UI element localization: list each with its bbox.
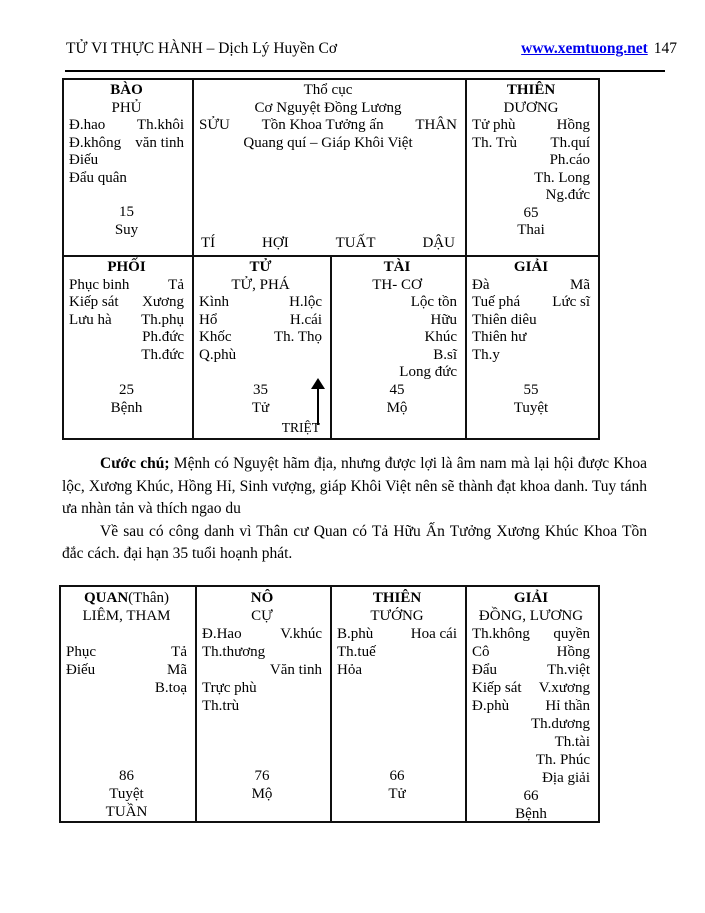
star-row bbox=[472, 117, 590, 135]
star-left: Kình bbox=[199, 294, 229, 310]
star-left: Th.tuế bbox=[337, 644, 376, 660]
page-title: TỬ VI THỰC HÀNH – Dịch Lý Huyền Cơ bbox=[66, 40, 338, 57]
center-line-3 bbox=[199, 117, 457, 135]
star-left: Phục bbox=[66, 644, 96, 660]
star-row bbox=[472, 312, 590, 330]
period-block bbox=[69, 204, 184, 239]
star-right: Khúc bbox=[424, 329, 457, 345]
page-number: 147 bbox=[653, 40, 677, 57]
life-stage-label: Suy bbox=[114, 221, 139, 238]
branch-label-suu: SỬU bbox=[199, 117, 230, 133]
life-stage-label: Thai bbox=[517, 222, 545, 238]
star-right: Lức sĩ bbox=[552, 294, 590, 310]
star-row bbox=[472, 152, 590, 170]
center-line-2: Cơ Nguyệt Đồng Lương bbox=[254, 99, 402, 116]
star-right: Th.tài bbox=[554, 734, 590, 750]
palace-title bbox=[66, 589, 187, 607]
star-row bbox=[337, 312, 457, 330]
star-left: Kiếp sát bbox=[69, 294, 119, 310]
star-right: Hồng bbox=[556, 117, 590, 133]
palace-title: NÔ bbox=[250, 590, 274, 606]
star-left: Đẩu bbox=[472, 662, 497, 678]
star-left: Đẩu quân bbox=[69, 169, 127, 186]
star-right: Th. Thọ bbox=[273, 329, 322, 345]
period-block bbox=[337, 382, 457, 417]
star-right: Th.việt bbox=[547, 662, 590, 678]
palace-cell-bao bbox=[64, 80, 192, 257]
life-stage-label: Tử bbox=[388, 786, 406, 802]
star-rows bbox=[199, 294, 322, 364]
star-left: Thiên diêu bbox=[472, 311, 537, 328]
palace-title: THIÊN bbox=[372, 590, 422, 606]
star-row bbox=[337, 294, 457, 312]
star-right: Xương bbox=[142, 294, 184, 310]
star-row bbox=[202, 661, 322, 679]
star-row bbox=[472, 277, 590, 295]
star-right: Ph.cáo bbox=[549, 152, 590, 168]
palace-cell-tai bbox=[330, 257, 465, 438]
star-row bbox=[69, 135, 184, 153]
period-block bbox=[472, 205, 590, 240]
life-stage-label: Mộ bbox=[386, 399, 408, 416]
star-left: Kiếp sát bbox=[472, 680, 522, 696]
star-row bbox=[66, 679, 187, 697]
star-row bbox=[199, 329, 322, 347]
major-period-number: 66 bbox=[389, 768, 405, 784]
star-row bbox=[337, 364, 457, 382]
palace-cell-quan bbox=[61, 587, 195, 821]
footnote-paragraph-1 bbox=[62, 453, 647, 521]
star-row bbox=[66, 661, 187, 679]
star-right: Hữu bbox=[430, 311, 457, 328]
branch-label-than: THÂN bbox=[415, 117, 457, 133]
palace-cell-tu bbox=[192, 257, 330, 438]
star-right: Địa giải bbox=[542, 770, 590, 786]
star-row bbox=[472, 715, 590, 733]
star-row bbox=[337, 625, 457, 643]
star-row bbox=[337, 661, 457, 679]
star-rows bbox=[337, 625, 457, 679]
footnote-label: Cước chú; bbox=[100, 455, 170, 472]
period-block bbox=[69, 382, 184, 417]
star-row bbox=[472, 751, 590, 769]
star-row bbox=[472, 294, 590, 312]
palace-cell-giai-lower bbox=[465, 587, 598, 821]
star-right: B.toạ bbox=[154, 680, 187, 696]
star-right: H.cái bbox=[289, 311, 322, 328]
star-row bbox=[472, 733, 590, 751]
palace-subtitle: PHỦ bbox=[111, 99, 142, 116]
palace-title-main: QUAN bbox=[84, 590, 129, 606]
star-right: Mã bbox=[167, 662, 187, 678]
star-row bbox=[202, 643, 322, 661]
star-left: Lưu hà bbox=[69, 311, 112, 328]
life-stage-label: Bệnh bbox=[110, 399, 143, 416]
palace-title: GIẢI bbox=[513, 259, 549, 275]
triet-marker-label: TRIỆT bbox=[281, 420, 320, 435]
star-right: Th.phụ bbox=[141, 311, 184, 328]
star-left: Q.phù bbox=[199, 346, 237, 363]
star-right: quyền bbox=[553, 626, 590, 642]
star-row bbox=[69, 347, 184, 365]
palace-subtitle: TH- CƠ bbox=[372, 276, 422, 293]
life-stage-label: Tuyệt bbox=[109, 786, 144, 802]
star-right: Th. Phúc bbox=[535, 752, 590, 768]
star-right: Lộc tồn bbox=[410, 294, 457, 310]
major-period-number: 25 bbox=[119, 382, 134, 398]
star-left: Đà bbox=[472, 276, 490, 293]
star-right: V.khúc bbox=[280, 626, 322, 642]
star-rows bbox=[472, 117, 590, 205]
star-right: Th.khôi bbox=[136, 117, 184, 133]
major-period-number: 86 bbox=[119, 768, 134, 784]
palace-title: BÀO bbox=[110, 82, 143, 98]
star-row bbox=[472, 769, 590, 787]
major-period-number: 15 bbox=[119, 204, 134, 220]
branch-row bbox=[199, 235, 457, 253]
star-rows bbox=[66, 625, 187, 697]
life-stage-label: Tuyệt bbox=[513, 399, 549, 416]
star-left: Trực phù bbox=[202, 680, 257, 696]
star-right: Ph.đức bbox=[142, 329, 184, 345]
major-period-number: 66 bbox=[523, 788, 539, 804]
period-block bbox=[337, 767, 457, 821]
star-right: V.xương bbox=[538, 680, 590, 696]
major-period-number: 55 bbox=[523, 382, 539, 398]
star-right: H.lộc bbox=[289, 294, 322, 310]
star-rows bbox=[337, 294, 457, 382]
star-row bbox=[69, 170, 184, 188]
palace-cell-phoi bbox=[64, 257, 192, 438]
branch-label: DẬU bbox=[422, 234, 455, 251]
star-row bbox=[337, 329, 457, 347]
palace-subtitle: ĐỒNG, LƯƠNG bbox=[478, 608, 584, 624]
star-right: Long đức bbox=[399, 364, 457, 380]
star-row bbox=[472, 697, 590, 715]
center-line-4: Quang quí – Giáp Khôi Việt bbox=[243, 134, 413, 151]
star-row bbox=[202, 679, 322, 697]
palace-cell-thien-duong bbox=[465, 80, 598, 257]
star-right: Hoa cái bbox=[410, 626, 457, 642]
footnote-text-1: Mệnh có Nguyệt hãm địa, nhưng được lợi là âm nam mà lại hội được Khoa lộc, Xương Khúc, Hồng Hỉ, Sinh vượng, giáp Khôi Việt nên sẽ thành đạt khoa danh. Tuy tánh ưa nhàn tản và thích ngao du bbox=[62, 455, 647, 517]
website-link[interactable]: www.xemtuong.net bbox=[521, 40, 648, 57]
star-row bbox=[472, 625, 590, 643]
star-right: B.sĩ bbox=[433, 346, 457, 363]
palace-subtitle: TƯỚNG bbox=[370, 608, 424, 624]
star-left: Th.không bbox=[472, 626, 530, 642]
major-period-number: 65 bbox=[523, 204, 539, 221]
star-left: Th.y bbox=[472, 346, 500, 363]
star-row bbox=[337, 643, 457, 661]
center-line-1: Thổ cục bbox=[303, 82, 353, 98]
star-row bbox=[69, 329, 184, 347]
star-left: Hỏa bbox=[337, 662, 362, 678]
triet-arrow-icon bbox=[311, 378, 325, 425]
star-left: Điếu bbox=[66, 662, 96, 678]
palace-title: TÀI bbox=[383, 259, 411, 275]
life-stage-label: Tử bbox=[251, 399, 270, 416]
tuvi-chart-lower bbox=[59, 585, 600, 823]
palace-title-suffix: (Thân) bbox=[128, 590, 169, 606]
palace-subtitle: CỰ bbox=[251, 608, 273, 624]
star-left: Th.trù bbox=[202, 698, 240, 714]
star-row bbox=[472, 329, 590, 347]
star-left: Th.thương bbox=[202, 644, 266, 660]
star-row bbox=[202, 697, 322, 715]
period-block bbox=[199, 382, 322, 417]
star-row bbox=[66, 625, 187, 643]
star-left: Hổ bbox=[199, 311, 218, 328]
star-right: Mã bbox=[570, 276, 590, 293]
star-row bbox=[472, 170, 590, 188]
footnote-paragraph-2: Về sau có công danh vì Thân cư Quan có Tả Hữu Ấn Tưởng Xương Khúc Khoa Tồn đắc cách. đại hạn 35 tuổi hoạnh phát. bbox=[62, 522, 647, 562]
star-left: Phục binh bbox=[69, 276, 130, 293]
star-row bbox=[69, 277, 184, 295]
star-right: Tả bbox=[168, 276, 184, 293]
palace-title: PHỐI bbox=[107, 259, 146, 275]
star-left: Cô bbox=[472, 644, 490, 660]
star-row bbox=[69, 152, 184, 170]
star-rows bbox=[202, 625, 322, 715]
star-row bbox=[66, 643, 187, 661]
palace-title: THIÊN bbox=[506, 82, 556, 98]
period-block bbox=[472, 787, 590, 821]
palace-subtitle: LIÊM, THAM bbox=[82, 608, 171, 624]
star-row bbox=[199, 294, 322, 312]
palace-title: TỬ bbox=[249, 259, 272, 275]
palace-cell-giai-upper bbox=[465, 257, 598, 438]
period-block bbox=[472, 382, 590, 417]
star-rows bbox=[69, 117, 184, 187]
major-period-number: 35 bbox=[253, 382, 268, 398]
star-left: Tuế phá bbox=[472, 294, 521, 310]
star-left: Điếu bbox=[69, 152, 99, 168]
star-right: Ng.đức bbox=[545, 187, 590, 203]
center-line-3-text: Tồn Khoa Tưởng ấn bbox=[261, 117, 384, 133]
star-left: Đ.Hao bbox=[202, 626, 242, 642]
star-right: Hỉ thần bbox=[545, 698, 590, 714]
page-header-right bbox=[521, 40, 677, 58]
star-rows bbox=[472, 277, 590, 365]
tuan-marker-label: TUẦN bbox=[105, 804, 148, 820]
palace-cell-thien-tuong bbox=[330, 587, 465, 821]
star-left: Tử phù bbox=[472, 117, 516, 133]
star-row bbox=[472, 187, 590, 205]
star-right: văn tinh bbox=[135, 134, 184, 151]
star-right: Văn tinh bbox=[269, 662, 322, 678]
star-left: Đ.không bbox=[69, 134, 122, 151]
star-left: B.phù bbox=[337, 626, 374, 642]
star-row bbox=[472, 661, 590, 679]
star-right: Tả bbox=[171, 644, 187, 660]
branch-label: TUẤT bbox=[335, 234, 376, 251]
life-stage-label: Mộ bbox=[251, 786, 273, 802]
chart-center-cell bbox=[192, 80, 465, 257]
star-right: Th. Long bbox=[534, 169, 590, 186]
branch-label: TÍ bbox=[201, 234, 216, 251]
star-left: Thiên hư bbox=[472, 329, 527, 345]
star-right: Hồng bbox=[556, 644, 590, 660]
star-row bbox=[199, 312, 322, 330]
palace-cell-no bbox=[195, 587, 330, 821]
major-period-number: 45 bbox=[389, 382, 405, 398]
footnote-block bbox=[62, 453, 647, 566]
star-row bbox=[472, 135, 590, 153]
star-row bbox=[69, 117, 184, 135]
period-block bbox=[202, 767, 322, 821]
star-left: Đ.hao bbox=[69, 117, 106, 133]
star-rows bbox=[472, 625, 590, 787]
branch-label: HỢI bbox=[262, 234, 289, 251]
star-left: Đ.phù bbox=[472, 698, 510, 714]
tuvi-chart-upper bbox=[62, 78, 600, 440]
major-period-number: 76 bbox=[254, 768, 270, 784]
header-rule bbox=[65, 70, 665, 72]
palace-title: GIẢI bbox=[513, 590, 549, 606]
star-row bbox=[199, 347, 322, 365]
palace-subtitle: TỬ, PHÁ bbox=[231, 276, 290, 293]
life-stage-label: Bệnh bbox=[515, 806, 547, 821]
star-row bbox=[472, 679, 590, 697]
palace-subtitle: DƯƠNG bbox=[503, 99, 559, 116]
star-right: Th.đức bbox=[141, 346, 184, 363]
period-block bbox=[66, 767, 187, 821]
star-row bbox=[69, 294, 184, 312]
star-right: Th.quí bbox=[550, 134, 590, 151]
star-row bbox=[472, 347, 590, 365]
star-rows bbox=[69, 277, 184, 365]
star-row bbox=[202, 625, 322, 643]
star-row bbox=[472, 643, 590, 661]
star-left: Khốc bbox=[199, 329, 232, 345]
star-row bbox=[337, 347, 457, 365]
star-right: Th.dương bbox=[531, 716, 590, 732]
star-row bbox=[69, 312, 184, 330]
star-left: Th. Trù bbox=[472, 134, 518, 151]
